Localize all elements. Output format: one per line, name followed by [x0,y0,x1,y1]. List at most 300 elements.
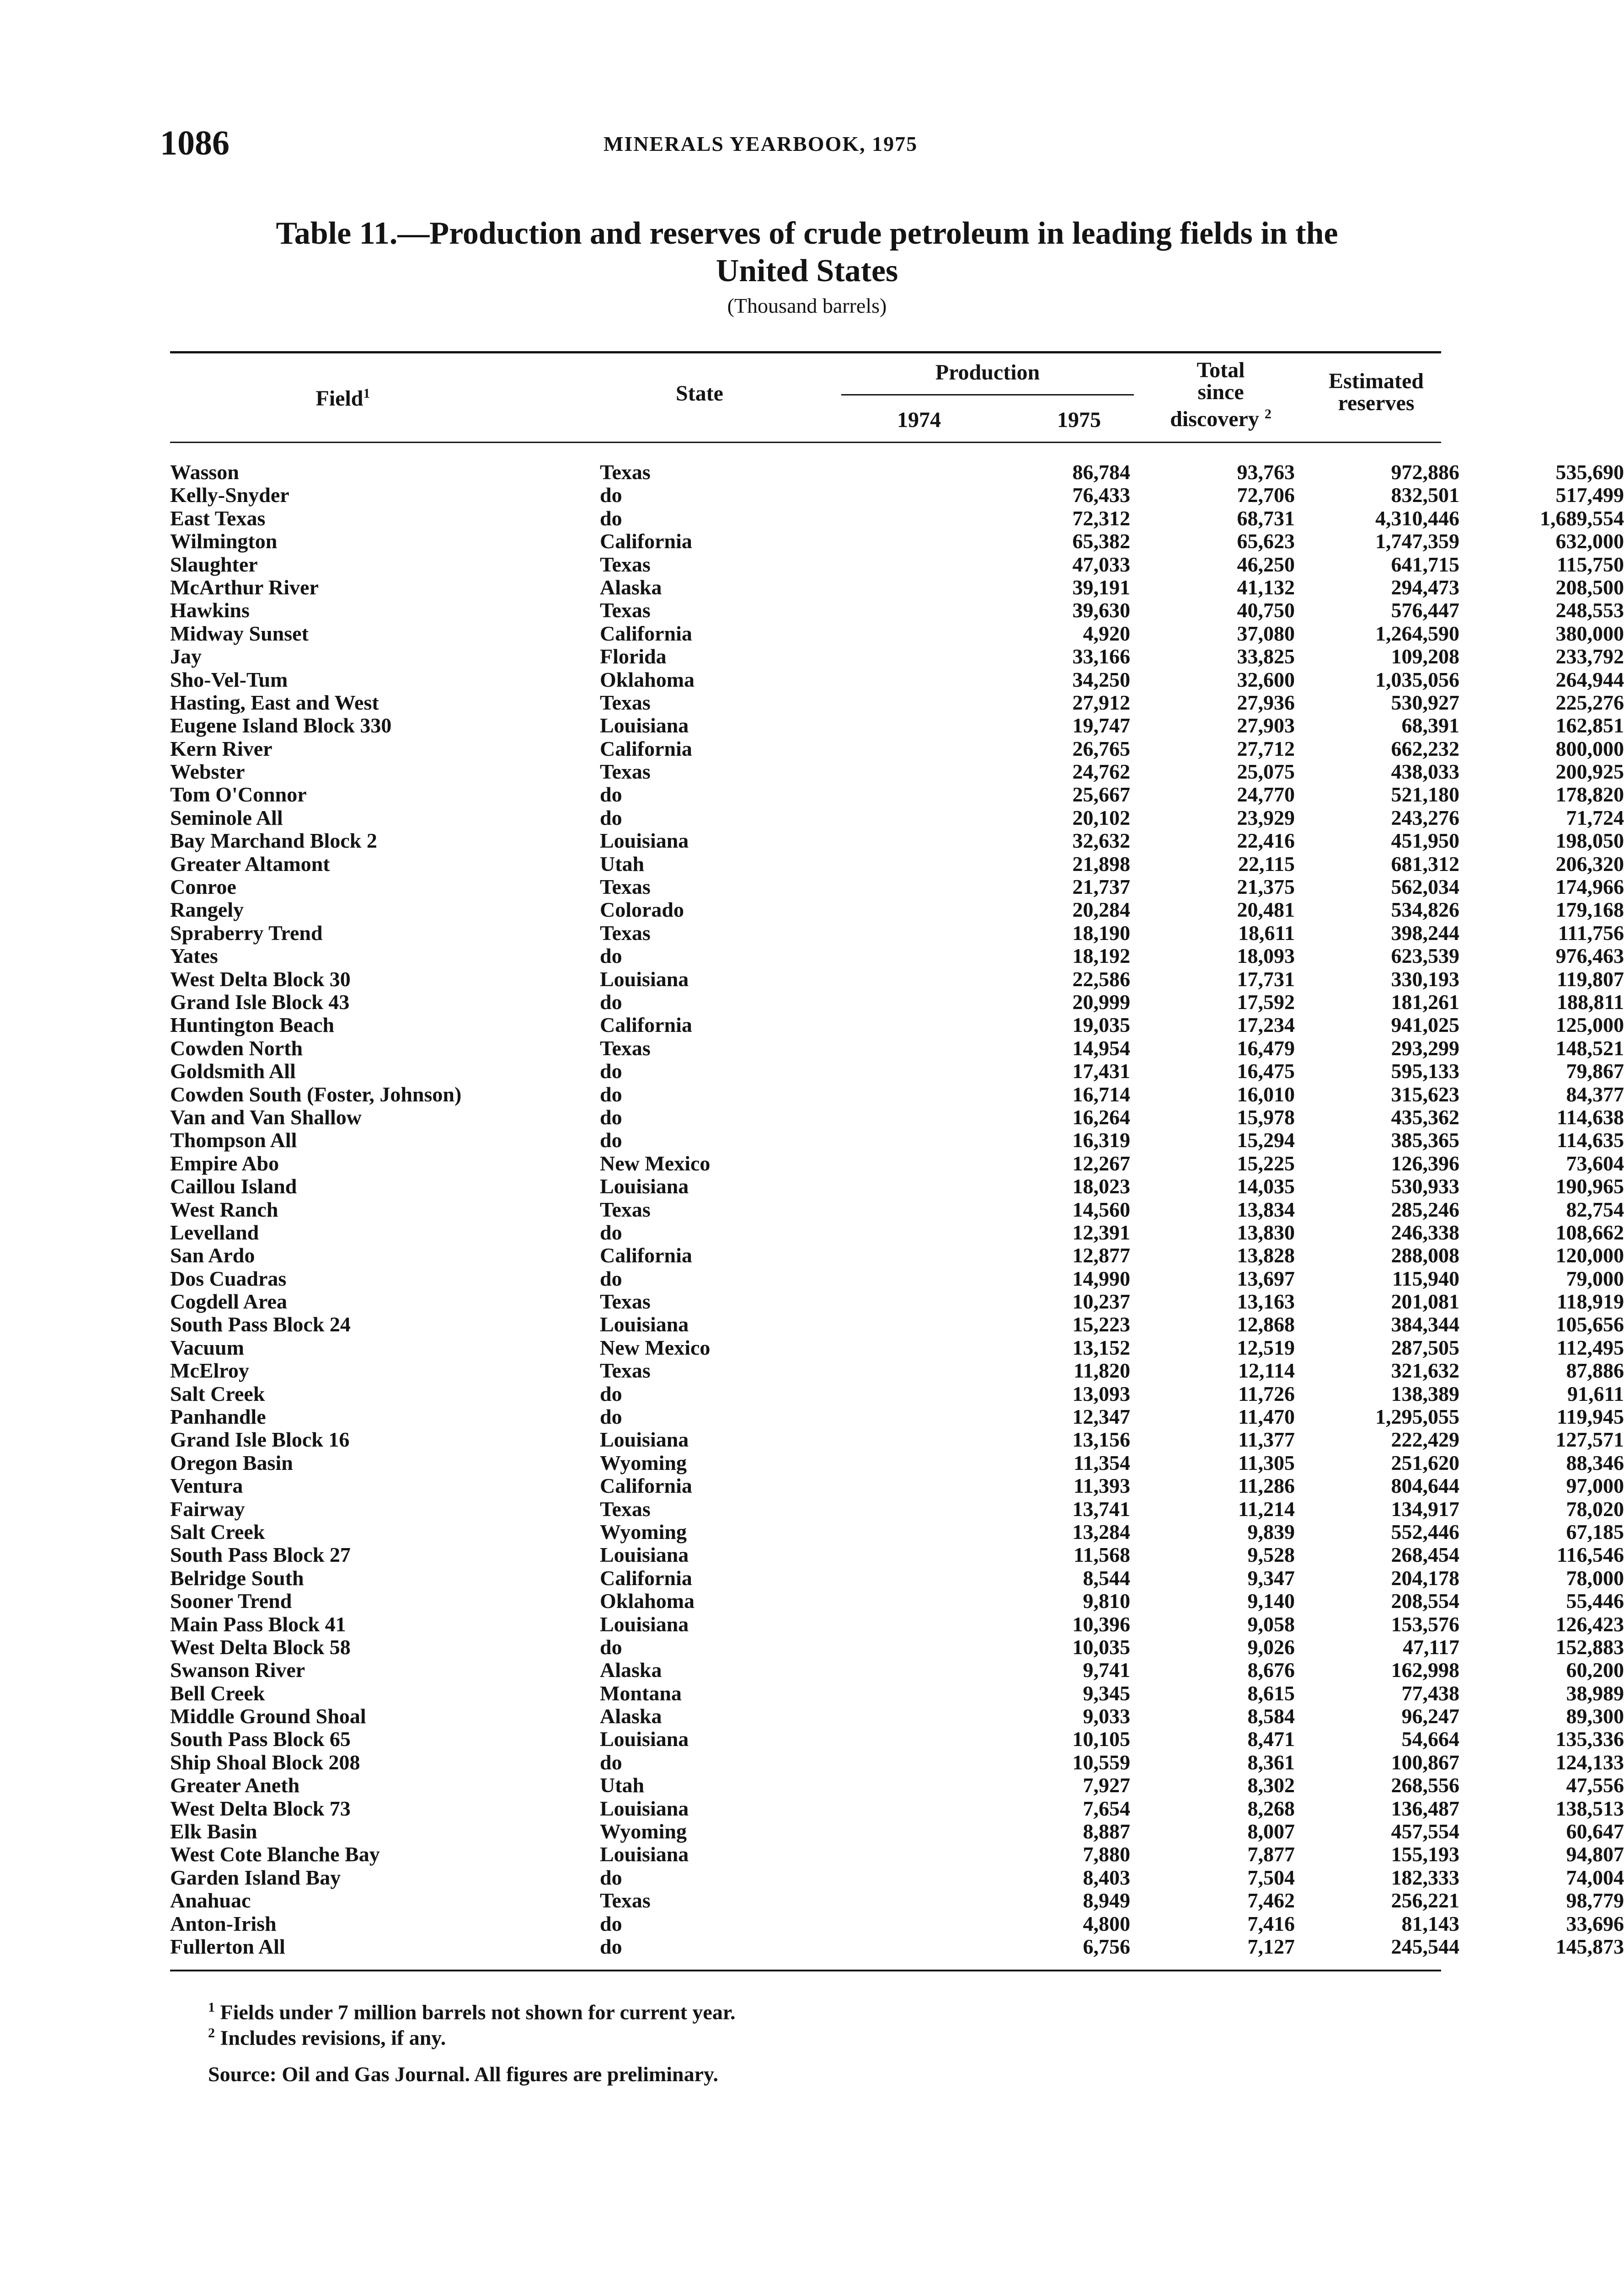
state-cell: Utah [600,1773,645,1797]
field-cell: Cowden South (Foster, Johnson) [170,1082,462,1106]
total-since-discovery-cell: 134,917 [1391,1497,1459,1521]
production-1974-cell: 7,880 [1083,1843,1130,1866]
state-cell: Texas [600,1290,651,1314]
production-1974-cell: 32,632 [1072,829,1130,853]
estimated-reserves-cell: 84,377 [1566,1082,1624,1106]
table-row [170,1013,1624,1037]
production-1975-cell: 9,528 [1247,1543,1295,1567]
production-1974-cell: 10,035 [1072,1635,1130,1659]
production-1974-cell: 18,023 [1072,1175,1130,1198]
state-cell: Texas [600,760,651,784]
state-cell: Texas [600,1497,651,1521]
production-1975-cell: 8,584 [1247,1704,1295,1728]
production-1975-cell: 13,830 [1237,1220,1295,1244]
state-cell: Wyoming [600,1520,687,1544]
field-cell: Salt Creek [170,1520,265,1544]
source-note: Source: Oil and Gas Journal. All figures are preliminary. [208,2062,718,2086]
table-row [170,598,1624,622]
production-1974-cell: 10,559 [1072,1750,1130,1774]
field-cell: Kelly-Snyder [170,483,289,507]
production-1975-cell: 11,305 [1238,1451,1295,1474]
header-field [274,382,411,410]
state-cell: Louisiana [600,1175,689,1198]
field-cell: Greater Aneth [170,1773,300,1797]
state-cell: do [600,806,622,829]
state-cell: Texas [600,1359,651,1383]
field-cell: Panhandle [170,1405,266,1429]
production-1975-cell: 9,026 [1247,1635,1295,1659]
table-row [170,1520,1624,1544]
total-since-discovery-cell: 435,362 [1391,1105,1459,1129]
production-1974-cell: 8,887 [1083,1820,1130,1843]
table-title [247,215,1367,290]
state-cell: Louisiana [600,829,689,853]
production-1974-cell: 20,284 [1072,898,1130,922]
state-cell: Louisiana [600,1796,689,1820]
table-row [170,1727,1624,1751]
total-since-discovery-cell: 155,193 [1391,1843,1459,1866]
state-cell: do [600,1266,622,1290]
production-1974-cell: 10,105 [1072,1727,1130,1751]
estimated-reserves-cell: 174,966 [1555,875,1624,899]
footnote-2-text: Includes revisions, if any. [220,2026,446,2050]
production-1975-cell: 40,750 [1237,598,1295,622]
table-units: (Thousand barrels) [727,294,887,317]
state-cell: Texas [600,690,651,714]
header-reserves [1303,370,1449,414]
estimated-reserves-cell: 225,276 [1555,690,1624,714]
table-row [170,1382,1624,1405]
production-1974-cell: 12,391 [1072,1220,1130,1244]
table-row [170,1359,1624,1383]
header-total-line-1: Total [1197,358,1245,382]
table-row [170,898,1624,922]
table-row [170,621,1624,645]
footnote-2-mark: 2 [208,2025,215,2040]
production-1975-cell: 33,825 [1237,645,1295,668]
production-1975-cell: 14,035 [1237,1175,1295,1198]
state-cell: do [600,1059,622,1083]
production-1974-cell: 39,191 [1072,575,1130,599]
state-cell: Louisiana [600,1727,689,1751]
production-1974-cell: 12,267 [1072,1151,1130,1175]
total-since-discovery-cell: 4,310,446 [1375,506,1459,530]
state-cell: Alaska [600,575,662,599]
production-1974-cell: 9,741 [1083,1658,1130,1682]
field-cell: West Delta Block 58 [170,1635,351,1659]
field-cell: Levelland [170,1220,259,1244]
estimated-reserves-cell: 517,499 [1555,483,1624,507]
state-cell: Montana [600,1681,682,1705]
production-1974-cell: 18,190 [1072,921,1130,945]
total-since-discovery-cell: 182,333 [1391,1865,1459,1889]
field-cell: Seminole All [170,806,283,829]
estimated-reserves-cell: 119,807 [1557,967,1624,991]
total-since-discovery-cell: 251,620 [1391,1451,1459,1474]
estimated-reserves-cell: 118,919 [1557,1290,1624,1314]
state-cell: do [600,1082,622,1106]
field-cell: McElroy [170,1359,249,1383]
state-cell: Utah [600,852,645,876]
state-cell: Oklahoma [600,1589,695,1613]
production-1975-cell: 11,214 [1238,1497,1295,1521]
estimated-reserves-cell: 125,000 [1555,1013,1624,1037]
state-cell: Wyoming [600,1451,687,1474]
total-since-discovery-cell: 96,247 [1401,1704,1459,1728]
production-1975-cell: 24,770 [1237,783,1295,807]
estimated-reserves-cell: 138,513 [1555,1796,1624,1820]
header-field-note: 1 [363,386,370,401]
production-1974-cell: 33,166 [1072,645,1130,668]
production-1974-cell: 7,927 [1083,1773,1130,1797]
footnote-1-mark: 1 [208,2000,215,2015]
total-since-discovery-cell: 109,208 [1391,645,1459,668]
production-1974-cell: 65,382 [1072,529,1130,553]
total-since-discovery-cell: 208,554 [1391,1589,1459,1613]
estimated-reserves-cell: 67,185 [1566,1520,1624,1544]
total-since-discovery-cell: 1,035,056 [1375,668,1459,691]
total-since-discovery-cell: 153,576 [1391,1612,1459,1636]
table-row [170,1704,1624,1728]
total-since-discovery-cell: 330,193 [1391,967,1459,991]
estimated-reserves-cell: 111,756 [1558,921,1624,945]
table-title-line-1: Table 11.—Production and reserves of crude petroleum in leading fields in the [276,216,1338,251]
state-cell: California [600,737,692,760]
table-row [170,714,1624,737]
table-row [170,460,1624,484]
production-1974-cell: 18,192 [1072,944,1130,968]
production-1974-cell: 4,800 [1083,1912,1130,1935]
field-cell: Vacuum [170,1335,244,1359]
field-cell: Tom O'Connor [170,783,307,807]
production-1975-cell: 93,763 [1237,460,1295,484]
state-cell: California [600,1474,692,1498]
estimated-reserves-cell: 60,647 [1566,1820,1624,1843]
state-cell: do [600,1935,622,1958]
production-1975-cell: 27,936 [1237,690,1295,714]
production-1975-cell: 13,828 [1237,1244,1295,1267]
table-row [170,1105,1624,1129]
field-cell: Anton-Irish [170,1912,277,1935]
estimated-reserves-cell: 91,611 [1567,1382,1624,1405]
state-cell: Florida [600,645,667,668]
total-since-discovery-cell: 804,644 [1391,1474,1459,1498]
production-1974-cell: 21,737 [1072,875,1130,899]
production-1974-cell: 16,264 [1072,1105,1130,1129]
production-1974-cell: 19,747 [1072,714,1130,737]
total-since-discovery-cell: 451,950 [1391,829,1459,853]
total-since-discovery-cell: 245,544 [1391,1935,1459,1958]
production-1974-cell: 7,654 [1083,1796,1130,1820]
table-row [170,1889,1624,1912]
table-row [170,1935,1624,1958]
state-cell: Texas [600,460,651,484]
total-since-discovery-cell: 268,556 [1391,1773,1459,1797]
production-1974-cell: 14,560 [1072,1197,1130,1221]
production-1974-cell: 4,920 [1083,621,1130,645]
estimated-reserves-cell: 127,571 [1555,1428,1624,1452]
estimated-reserves-cell: 89,300 [1566,1704,1624,1728]
table-row [170,645,1624,668]
production-1975-cell: 15,225 [1237,1151,1295,1175]
state-cell: Texas [600,921,651,945]
field-cell: Yates [170,944,218,968]
estimated-reserves-cell: 94,807 [1566,1843,1624,1866]
total-since-discovery-cell: 287,505 [1391,1335,1459,1359]
field-cell: Webster [170,760,245,784]
production-1974-cell: 86,784 [1072,460,1130,484]
field-cell: South Pass Block 24 [170,1313,351,1336]
state-cell: do [600,990,622,1014]
state-cell: Louisiana [600,1843,689,1866]
header-production: Production [935,360,1040,385]
state-cell: Louisiana [600,967,689,991]
estimated-reserves-cell: 60,200 [1566,1658,1624,1682]
field-cell: Hawkins [170,598,250,622]
total-since-discovery-cell: 222,429 [1391,1428,1459,1452]
production-1975-cell: 32,600 [1237,668,1295,691]
production-1974-cell: 11,568 [1074,1543,1130,1567]
production-1975-cell: 15,978 [1237,1105,1295,1129]
production-1974-cell: 20,999 [1072,990,1130,1014]
field-cell: Salt Creek [170,1382,265,1405]
production-1975-cell: 9,347 [1247,1566,1295,1590]
footnote-2 [208,2025,446,2050]
field-cell: Jay [170,645,202,668]
estimated-reserves-cell: 79,867 [1566,1059,1624,1083]
estimated-reserves-cell: 178,820 [1555,783,1624,807]
state-cell: Louisiana [600,1612,689,1636]
production-1974-cell: 8,949 [1083,1889,1130,1912]
table-row [170,1497,1624,1521]
production-1974-cell: 15,223 [1072,1313,1130,1336]
production-1975-cell: 11,377 [1238,1428,1295,1452]
field-cell: Goldsmith All [170,1059,296,1083]
total-since-discovery-cell: 288,008 [1391,1244,1459,1267]
footnote-1-text: Fields under 7 million barrels not shown for current year. [220,2000,736,2024]
production-1974-cell: 13,152 [1072,1335,1130,1359]
production-1975-cell: 22,416 [1237,829,1295,853]
estimated-reserves-cell: 148,521 [1555,1036,1624,1060]
table-row [170,1059,1624,1083]
table-body [170,460,1624,1958]
table-row [170,1428,1624,1452]
total-since-discovery-cell: 552,446 [1391,1520,1459,1544]
production-1975-cell: 8,615 [1247,1681,1295,1705]
production-1974-cell: 21,898 [1072,852,1130,876]
estimated-reserves-cell: 200,925 [1555,760,1624,784]
production-1975-cell: 72,706 [1237,483,1295,507]
total-since-discovery-cell: 201,081 [1391,1290,1459,1314]
field-cell: Elk Basin [170,1820,257,1843]
table-row [170,760,1624,784]
total-since-discovery-cell: 321,632 [1391,1359,1459,1383]
production-1974-cell: 24,762 [1072,760,1130,784]
total-since-discovery-cell: 285,246 [1391,1197,1459,1221]
table-row [170,1566,1624,1590]
estimated-reserves-cell: 233,792 [1555,645,1624,668]
estimated-reserves-cell: 74,004 [1566,1865,1624,1889]
production-1974-cell: 16,319 [1072,1128,1130,1152]
estimated-reserves-cell: 380,000 [1555,621,1624,645]
production-1974-cell: 12,347 [1072,1405,1130,1429]
state-cell: Louisiana [600,1543,689,1567]
total-since-discovery-cell: 162,998 [1391,1658,1459,1682]
total-since-discovery-cell: 595,133 [1391,1059,1459,1083]
production-1974-cell: 13,093 [1072,1382,1130,1405]
estimated-reserves-cell: 179,168 [1555,898,1624,922]
field-cell: Grand Isle Block 16 [170,1428,350,1452]
state-cell: do [600,1865,622,1889]
production-1974-cell: 25,667 [1072,783,1130,807]
header-total [1143,359,1298,430]
table-row [170,1220,1624,1244]
production-1974-cell: 6,756 [1083,1935,1130,1958]
total-since-discovery-cell: 294,473 [1391,575,1459,599]
field-cell: Anahuac [170,1889,251,1912]
production-1974-cell: 11,354 [1074,1451,1130,1474]
table-row [170,967,1624,991]
production-1975-cell: 20,481 [1237,898,1295,922]
estimated-reserves-cell: 120,000 [1555,1244,1624,1267]
field-cell: McArthur River [170,575,319,599]
estimated-reserves-cell: 135,336 [1555,1727,1624,1751]
table-row [170,1244,1624,1267]
production-1974-cell: 13,741 [1072,1497,1130,1521]
state-cell: do [600,1220,622,1244]
production-1974-cell: 8,403 [1083,1865,1130,1889]
state-cell: do [600,1750,622,1774]
production-1974-cell: 20,102 [1072,806,1130,829]
production-1975-cell: 7,127 [1247,1935,1295,1958]
field-cell: South Pass Block 65 [170,1727,351,1751]
estimated-reserves-cell: 124,133 [1555,1750,1624,1774]
total-since-discovery-cell: 47,117 [1403,1635,1459,1659]
table-row [170,1082,1624,1106]
total-since-discovery-cell: 681,312 [1391,852,1459,876]
field-cell: East Texas [170,506,266,530]
production-1975-cell: 11,286 [1238,1474,1295,1498]
table-row [170,1796,1624,1820]
field-cell: Wilmington [170,529,278,553]
total-since-discovery-cell: 562,034 [1391,875,1459,899]
field-cell: Kern River [170,737,272,760]
estimated-reserves-cell: 55,446 [1566,1589,1624,1613]
table-row [170,1912,1624,1935]
table-row [170,690,1624,714]
table-row [170,1313,1624,1336]
state-cell: Texas [600,1036,651,1060]
table-row [170,921,1624,945]
production-1975-cell: 8,471 [1247,1727,1295,1751]
production-1974-cell: 10,237 [1072,1290,1130,1314]
production-1975-cell: 18,093 [1237,944,1295,968]
production-1974-cell: 9,033 [1083,1704,1130,1728]
production-1974-cell: 11,820 [1074,1359,1130,1383]
table-row [170,737,1624,760]
total-since-discovery-cell: 181,261 [1391,990,1459,1014]
table-row [170,1543,1624,1567]
total-since-discovery-cell: 77,438 [1401,1681,1459,1705]
state-cell: Texas [600,1197,651,1221]
state-cell: Oklahoma [600,668,695,691]
production-1974-cell: 11,393 [1074,1474,1130,1498]
field-cell: Empire Abo [170,1151,279,1175]
table-row [170,944,1624,968]
state-cell: California [600,1013,692,1037]
field-cell: Spraberry Trend [170,921,323,945]
total-since-discovery-cell: 243,276 [1391,806,1459,829]
total-since-discovery-cell: 81,143 [1401,1912,1459,1935]
production-1974-cell: 14,954 [1072,1036,1130,1060]
field-cell: Van and Van Shallow [170,1105,362,1129]
total-since-discovery-cell: 530,927 [1391,690,1459,714]
field-cell: West Ranch [170,1197,278,1221]
production-1975-cell: 11,726 [1238,1382,1295,1405]
production-1975-cell: 12,868 [1237,1313,1295,1336]
state-cell: New Mexico [600,1335,710,1359]
table-row [170,1589,1624,1613]
production-1975-cell: 9,058 [1247,1612,1295,1636]
field-cell: Wasson [170,460,239,484]
header-reserves-line-2: reserves [1338,391,1415,415]
table-row [170,1635,1624,1659]
total-since-discovery-cell: 623,539 [1391,944,1459,968]
state-cell: do [600,506,622,530]
state-cell: California [600,621,692,645]
table-row [170,1405,1624,1429]
state-cell: California [600,529,692,553]
production-1974-cell: 17,431 [1072,1059,1130,1083]
production-1974-cell: 19,035 [1072,1013,1130,1037]
table-row [170,1175,1624,1198]
state-cell: Louisiana [600,714,689,737]
production-1975-cell: 37,080 [1237,621,1295,645]
estimated-reserves-cell: 97,000 [1566,1474,1624,1498]
table-row [170,1128,1624,1152]
production-1975-cell: 15,294 [1237,1128,1295,1152]
estimated-reserves-cell: 632,000 [1555,529,1624,553]
total-since-discovery-cell: 1,747,359 [1375,529,1459,553]
state-cell: Texas [600,552,651,576]
field-cell: Main Pass Block 41 [170,1612,346,1636]
production-1974-cell: 27,912 [1072,690,1130,714]
estimated-reserves-cell: 208,500 [1555,575,1624,599]
field-cell: Sho-Vel-Tum [170,668,288,691]
state-cell: Texas [600,1889,651,1912]
production-1975-cell: 17,731 [1237,967,1295,991]
state-cell: Texas [600,875,651,899]
production-1975-cell: 46,250 [1237,552,1295,576]
header-1975: 1975 [1057,408,1101,432]
estimated-reserves-cell: 126,423 [1555,1612,1624,1636]
production-1975-cell: 27,712 [1237,737,1295,760]
production-1975-cell: 25,075 [1237,760,1295,784]
production-1975-cell: 8,361 [1247,1750,1295,1774]
estimated-reserves-cell: 38,989 [1566,1681,1624,1705]
total-since-discovery-cell: 256,221 [1391,1889,1459,1912]
total-since-discovery-cell: 972,886 [1391,460,1459,484]
field-cell: Eugene Island Block 330 [170,714,392,737]
table-row [170,1290,1624,1314]
state-cell: do [600,1912,622,1935]
table-row [170,783,1624,807]
total-since-discovery-cell: 530,933 [1391,1175,1459,1198]
table-row [170,875,1624,899]
field-cell: Belridge South [170,1566,304,1590]
production-1974-cell: 76,433 [1072,483,1130,507]
production-1975-cell: 7,504 [1247,1865,1295,1889]
